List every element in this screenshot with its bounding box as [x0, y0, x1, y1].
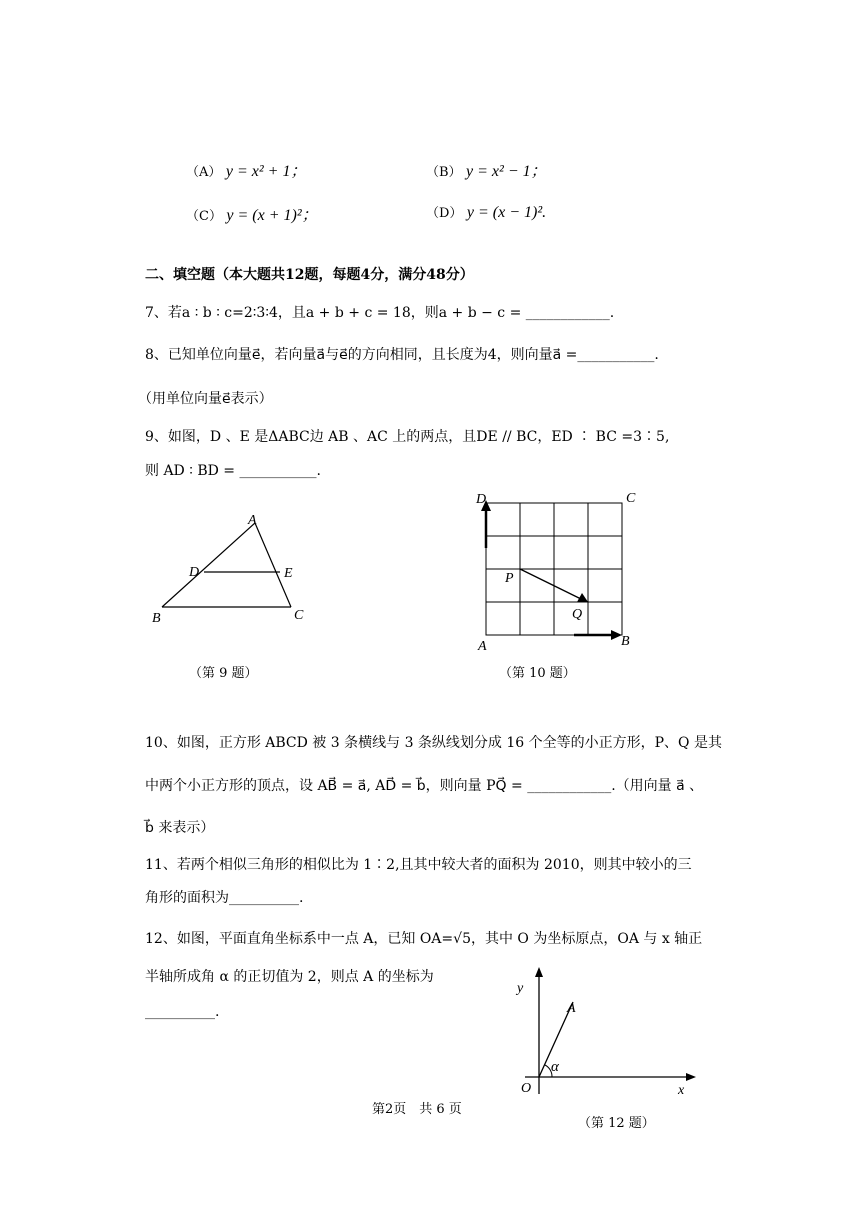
label-c: C — [626, 491, 636, 506]
figure-9-caption: （第 9 题） — [189, 666, 258, 681]
figure-10-caption: （第 10 题） — [499, 666, 576, 681]
side-ab — [162, 523, 255, 607]
vector-pq — [520, 569, 581, 599]
label-a: A — [248, 513, 257, 528]
label-e: E — [284, 566, 293, 581]
option-b-expr: y = x² − 1； — [466, 163, 547, 180]
option-c-label: （C） — [186, 209, 222, 224]
question-11-line1: 11、若两个相似三角形的相似比为 1∶2,且其中较大者的面积为 2010，则其中较小的三 — [145, 857, 692, 873]
question-9-line1: 9、如图，D 、E 是ΔABC边 AB 、AC 上的两点，且DE // BC，ED ∶ BC =3∶5, — [145, 429, 670, 445]
option-b — [426, 158, 547, 181]
figure-10-grid — [470, 488, 645, 658]
grid-lines — [486, 503, 622, 635]
section-heading: 二、填空题（本大题共12题，每题4分，满分48分） — [145, 267, 474, 283]
question-10-line3: b⃗ 来表示） — [145, 820, 215, 836]
label-a: A — [567, 1001, 576, 1016]
question-10-line2: 中两个小正方形的顶点，设 AB⃗ = a⃗, AD⃗ = b⃗，则向量 PQ⃗ = ____________.（用向量 a⃗ 、 — [145, 778, 704, 794]
option-c-expr: y = (x + 1)²； — [226, 207, 318, 224]
label-y: y — [517, 981, 524, 996]
question-12-answer-blank: __________. — [145, 1004, 220, 1020]
x-axis-arrow — [686, 1073, 696, 1081]
option-d — [426, 202, 546, 222]
label-alpha: α — [551, 1059, 559, 1075]
label-d: D — [189, 565, 200, 580]
option-b-label: （B） — [426, 165, 462, 180]
question-8-line2: （用单位向量e⃗表示） — [138, 391, 273, 407]
figure-12-axes — [505, 962, 705, 1102]
label-b: B — [152, 611, 161, 626]
option-a-expr: y = x² + 1； — [225, 163, 307, 180]
label-a: A — [478, 639, 487, 654]
question-11-line2: 角形的面积为__________. — [145, 890, 304, 906]
y-axis-arrow — [535, 967, 543, 977]
option-a-label: （A） — [186, 165, 222, 180]
option-d-label: （D） — [426, 206, 463, 221]
option-d-expr: y = (x − 1)². — [466, 204, 547, 221]
label-c: C — [294, 608, 304, 623]
question-10-line1: 10、如图，正方形 ABCD 被 3 条横线与 3 条纵线划分成 16 个全等的小正方形，P、Q 是其 — [145, 735, 722, 751]
page-footer: 第2页 共 6 页 — [372, 1102, 462, 1117]
question-12-line1: 12、如图，平面直角坐标系中一点 A，已知 OA=√5，其中 O 为坐标原点，OA 与 x 轴正 — [145, 931, 703, 947]
label-p: P — [505, 571, 514, 586]
figure-12-caption: （第 12 题） — [578, 1116, 655, 1131]
option-c — [186, 202, 318, 225]
figure-9-triangle — [140, 505, 330, 630]
question-8-line1: 8、已知单位向量e⃗，若向量a⃗与e⃗的方向相同，且长度为4，则向量a⃗ =___________. — [145, 347, 659, 363]
label-q: Q — [572, 607, 583, 622]
label-x: x — [678, 1083, 685, 1098]
question-9-line2: 则 AD ∶ BD = ___________. — [145, 463, 321, 479]
question-12-line2: 半轴所成角 α 的正切值为 2，则点 A 的坐标为 — [145, 969, 434, 985]
label-b: B — [621, 634, 630, 649]
label-d: D — [476, 492, 487, 507]
option-a — [186, 158, 306, 181]
question-7: 7、若a ∶ b ∶ c=2∶3∶4，且a + b + c = 18，则a + b − c = ____________. — [145, 305, 615, 321]
side-ac — [255, 523, 291, 607]
label-o: O — [521, 1081, 532, 1096]
